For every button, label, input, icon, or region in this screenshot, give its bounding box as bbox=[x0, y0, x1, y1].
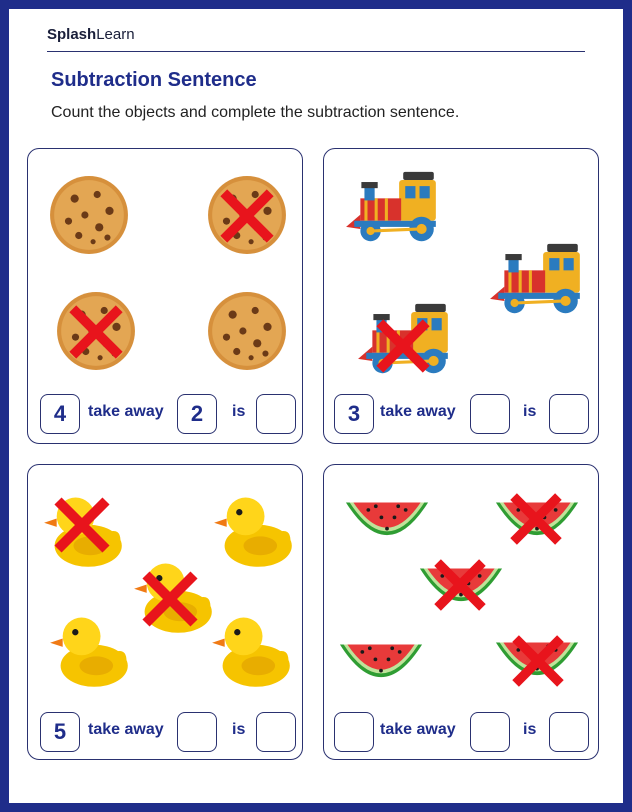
problem-card-cookies bbox=[27, 148, 303, 444]
removed-box[interactable] bbox=[470, 712, 510, 752]
problem-card-ducks bbox=[27, 464, 303, 760]
is-label: is bbox=[523, 721, 537, 738]
is-label: is bbox=[232, 721, 246, 738]
toy-train-icon bbox=[358, 304, 448, 373]
cookie-icon bbox=[208, 292, 286, 370]
rubber-duck-icon bbox=[212, 618, 290, 687]
toy-train-icon bbox=[490, 244, 580, 313]
problem-card-trains bbox=[323, 148, 599, 444]
rubber-duck-icon bbox=[214, 498, 292, 567]
is-label: is bbox=[232, 403, 246, 420]
answer-box[interactable] bbox=[549, 394, 589, 434]
answer-box[interactable] bbox=[256, 394, 296, 434]
cookie-icon bbox=[50, 176, 128, 254]
total-box[interactable]: 4 bbox=[40, 394, 80, 434]
take-away-label: take away bbox=[380, 403, 456, 420]
take-away-label: take away bbox=[88, 721, 164, 738]
total-box[interactable] bbox=[334, 712, 374, 752]
answer-box[interactable] bbox=[256, 712, 296, 752]
removed-box[interactable]: 2 bbox=[177, 394, 217, 434]
brand-logo: SplashLearn bbox=[47, 26, 135, 43]
removed-box[interactable] bbox=[470, 394, 510, 434]
take-away-label: take away bbox=[88, 403, 164, 420]
problem-card-watermelons bbox=[323, 464, 599, 760]
removed-box[interactable] bbox=[177, 712, 217, 752]
total-box[interactable]: 5 bbox=[40, 712, 80, 752]
answer-box[interactable] bbox=[549, 712, 589, 752]
watermelon-slice-icon bbox=[346, 502, 428, 535]
watermelon-slice-icon bbox=[340, 644, 422, 677]
total-box[interactable]: 3 bbox=[334, 394, 374, 434]
worksheet-instruction: Count the objects and complete the subtraction sentence. bbox=[51, 104, 460, 121]
rubber-duck-icon bbox=[50, 618, 128, 687]
worksheet-title: Subtraction Sentence bbox=[51, 69, 257, 91]
take-away-label: take away bbox=[380, 721, 456, 738]
is-label: is bbox=[523, 403, 537, 420]
header-divider bbox=[47, 51, 585, 52]
worksheet-page bbox=[9, 9, 623, 803]
toy-train-icon bbox=[346, 172, 436, 241]
